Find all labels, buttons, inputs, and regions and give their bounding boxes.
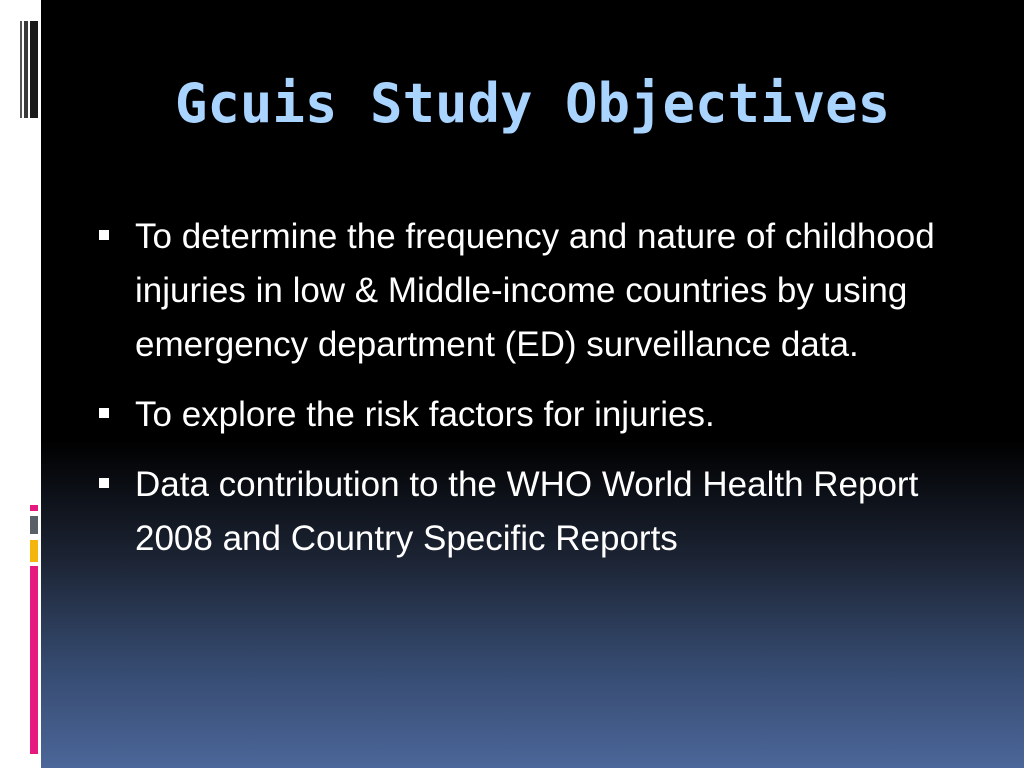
decorative-bar [20,21,22,118]
square-bullet-icon [99,230,109,240]
bullet-text: To determine the frequency and nature of childhood injuries in low & Middle-income countries by using emergency department (ED) surveillance data. [135,217,935,364]
bullet-item [99,388,969,442]
bullet-text: Data contribution to the WHO World Health Report 2008 and Country Specific Reports [135,465,919,558]
bullet-text: To explore the risk factors for injuries. [135,395,715,434]
bullet-item [99,210,969,372]
bullet-list [99,210,969,582]
decorative-bar [30,21,38,118]
decorative-bar [30,505,38,511]
decorative-bar [30,566,38,754]
slide-content [41,0,1024,768]
bullet-item [99,458,969,566]
decorative-bar [30,540,38,562]
left-margin-strip [0,0,41,768]
decorative-bar [30,516,38,534]
decorative-bar [24,21,28,118]
slide-title: Gcuis Study Objectives [174,72,891,135]
square-bullet-icon [99,408,109,418]
square-bullet-icon [99,478,109,488]
